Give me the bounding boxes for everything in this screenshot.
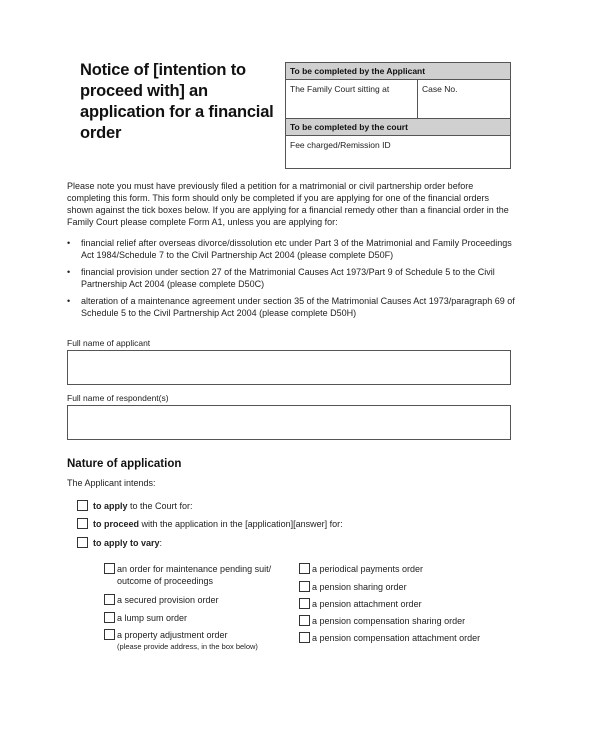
respondent-name-input[interactable] [67,405,511,440]
form-title: Notice of [intention to proceed with] an application for a financial order [80,61,274,142]
order-pension-compensation-attachment[interactable]: a pension compensation attachment order [299,632,480,644]
list-item: • financial relief after overseas divorce/dissolution etc under Part 3 of the Matrimonial and Family Proceedings Act 1984/Schedule 7 to the Civil Partnership Act 2004 (please complete D50F) [67,238,512,260]
order-property-adjustment[interactable]: a property adjustment order (please provide address, in the box below) [104,629,258,653]
checkbox[interactable] [77,500,88,511]
court-details-box [285,62,511,169]
court-section-header: To be completed by the court [286,119,510,136]
bullet-icon: • [67,238,71,248]
list-item: • financial provision under section 27 of the Matrimonial Causes Act 1973/Part 9 of Schedule 5 to the Civil Partnership Act 2004 (please complete D50C) [67,267,495,289]
court-sitting-field[interactable]: The Family Court sitting at [286,80,418,118]
checkbox[interactable] [299,563,310,574]
order-maintenance-pending-suit[interactable]: an order for maintenance pending suit/ outcome of proceedings [104,563,271,587]
fee-remission-field[interactable]: Fee charged/Remission ID [290,140,391,150]
checkbox[interactable] [299,615,310,626]
applicant-section-header: To be completed by the Applicant [286,63,510,80]
checkbox[interactable] [104,563,115,574]
checkbox[interactable] [77,518,88,529]
order-pension-attachment[interactable]: a pension attachment order [299,598,422,610]
checkbox[interactable] [104,629,115,640]
order-pension-sharing[interactable]: a pension sharing order [299,581,407,593]
choice-vary[interactable]: to apply to vary: [77,537,162,548]
respondent-name-label: Full name of respondent(s) [67,393,169,403]
applicant-name-label: Full name of applicant [67,338,151,348]
exceptions-list [67,237,517,324]
bullet-icon: • [67,267,71,277]
applicant-name-input[interactable] [67,350,511,385]
checkbox[interactable] [104,594,115,605]
checkbox[interactable] [299,598,310,609]
intends-label: The Applicant intends: [67,478,156,488]
checkbox[interactable] [299,632,310,643]
choice-proceed[interactable]: to proceed with the application in the [application][answer] for: [77,518,343,529]
order-lump-sum[interactable]: a lump sum order [104,612,187,624]
order-periodical-payments[interactable]: a periodical payments order [299,563,423,575]
nature-section-title: Nature of application [67,458,182,470]
checkbox[interactable] [104,612,115,623]
choice-apply[interactable]: to apply to the Court for: [77,500,193,511]
intro-text: Please note you must have previously filed a petition for a matrimonial or civil partnership order before completing this form. This form should only be completed if you are applying for one of the financial orders shown against the tick boxes below. If you are applying for a financial remedy other than a financial order in the Family Court please complete Form A1, unless you are applying for: [67,181,509,227]
property-address-note: (please provide address, in the box below) [117,642,258,651]
list-item: • alteration of a maintenance agreement under section 35 of the Matrimonial Causes Act 1973/paragraph 69 of Schedule 5 to the Civil Partnership Act 2004 (please complete D50H) [67,296,515,318]
order-secured-provision[interactable]: a secured provision order [104,594,219,606]
order-pension-compensation-sharing[interactable]: a pension compensation sharing order [299,615,465,627]
bullet-icon: • [67,296,71,306]
case-no-field[interactable]: Case No. [422,84,458,94]
checkbox[interactable] [77,537,88,548]
checkbox[interactable] [299,581,310,592]
